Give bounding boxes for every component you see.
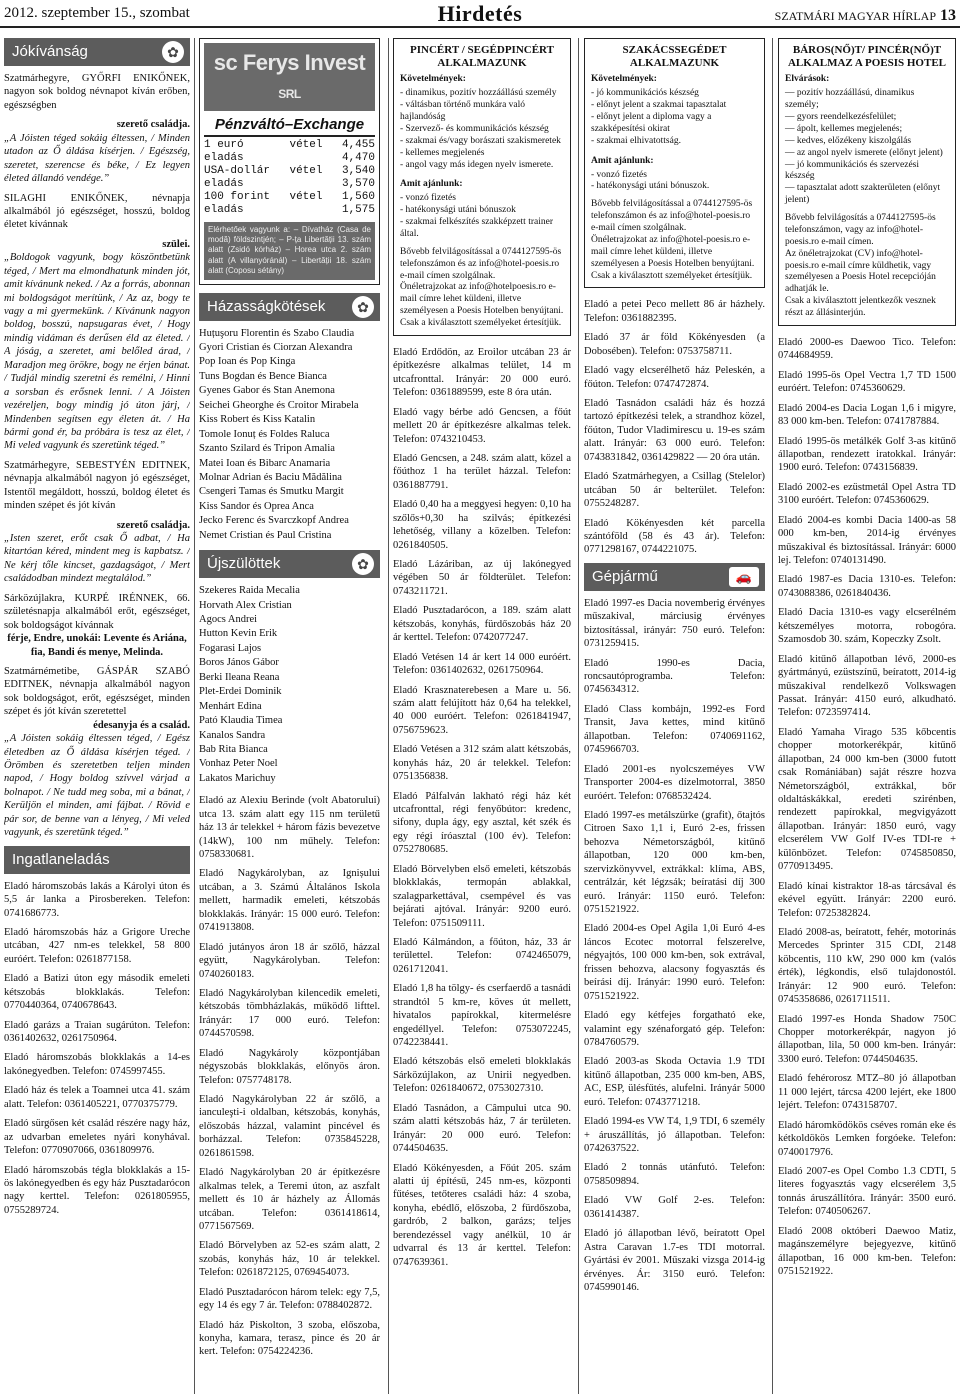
classified-ad: Eladó háromszobás lakás a Károlyi úton és 5,5 ár lanka a Pirosbereken. Telefon: 0741686773. <box>4 880 190 919</box>
classified-ad: Eladó garázs a Traian sugárúton. Telefon: 0361402632, 0261750964. <box>4 1019 190 1044</box>
classified-ad: Eladó 1995-ös metálkék Golf 3-as kitűnő állapotban, rendezett iratokkal. Irányár: 1900 euró. Telefon: 0743156839. <box>778 435 956 474</box>
rate-value: 1,560 <box>341 191 375 204</box>
rate-type <box>289 178 332 191</box>
greeting-text: Szatmárhegyre, SEBESTYÉN EDITNEK, névnapja alkalmából nagyon jó egészséget, Istentől megáldott, hosszú, boldog életet és minden szépet és jót kíván <box>4 459 190 512</box>
rate-value: 3,570 <box>341 178 375 191</box>
list-item: Molnar Adrian és Baciu Mădălina <box>199 471 342 483</box>
apply-info: Az önéletrajzokat (CV) info@hotel-poesis.ro e-mail címre küldhetik, vagy személyesen a Poesis Hotel recepcióján adhatják le. <box>785 248 936 295</box>
classified-ad: Eladó 2008-as, beíratott, fehér, motorinás Mercedes Sprinter 315 CDI, 2148 köbcentis, 110 kW, 290 000 km (valós érték), légkondis, első tulajdonostól. Irányár: 12 900 euró. Telefon: 0745358686, 0261711511. <box>778 926 956 1006</box>
rate-label: USA-dollár <box>204 164 271 177</box>
apply-info: Bővebb felvilágosítással a 0744127595-ös telefonszámon és az info@hotel-poesis.ro e-mail címen szolgálnak. <box>400 246 562 281</box>
vehicles-banner <box>584 563 765 591</box>
column-waiter-job <box>393 38 571 1394</box>
offer-item: - vonzó fizetés <box>400 193 456 204</box>
greetings-banner <box>4 38 190 66</box>
classified-ad: Eladó 37 ár föld Kökényesden (a Dobosében). Telefon: 0753758711. <box>584 332 765 357</box>
requirements-title: Követelmények: <box>400 74 466 85</box>
classified-ad: Eladó 1994-es VW T4, 1,9 TDI, 6 személy + áruszállítás, jó állapotban. Telefon: 0742637522. <box>584 1116 765 1154</box>
classified-ad: Eladó 2007-es Opel Combo 1.3 CDTI, 5 literes fogyasztás vagy elcserélem 3,5 tonnás áruszállítóra. Irányár: 3500 euró. Telefon: 0740506267. <box>778 1165 956 1218</box>
job-ad-box <box>778 38 956 326</box>
rate-label: 1 euró <box>204 138 244 151</box>
list-item: Agocs Andrei <box>199 614 258 626</box>
paper-title: SZATMÁRI MAGYAR HÍRLAP <box>774 9 936 23</box>
classified-ad: Eladó 2004-es Opel Agila 1,0i Euró 4-es láncos Ecotec motorral felszerelve, négyajtós, 100 000 km-ben, sok extrával, frissen behozva, alacsony fogyasztás és beírási díj. Irányár: 1990 euró. Telefon: 0751521922. <box>584 923 765 1002</box>
greeting-poem: „A Jóisten téged sokáig éltessen, / Minden utadon az Ő áldása kísérjen. / Egészség, szeretet, szerencse és béke, / Ez legyen életed állandó vendége.” <box>4 132 190 185</box>
list-item: Hutton Kevin Erik <box>199 628 278 640</box>
classified-ad: Eladó Vetésen a 312 szám alatt kétszobás, konyhás ház, 20 ár telekkel. Telefon: 0751356838. <box>393 744 571 783</box>
marriages-banner <box>199 293 380 321</box>
offer-title: Amit ajánlunk: <box>591 155 654 166</box>
classified-ad: Eladó Yamaha Virago 535 kőbcentis chopper motorkerékpár, kitűnő állapotban, 24 000 km-ben (3000 futott csak Romániában) saját részre hozva Németországból, extrákkal, bőr oldaltáskákkal, eredeti szirénben, rendezett papírokkal, megvigyázott állapotban. Irányár: 1850 euró, vagy elcserélem VW Golf IV-es TDI-re + különbözet. Telefon: 0745850850, 0770913495. <box>778 726 956 873</box>
list-item: Plet-Erdei Dominik <box>199 686 282 698</box>
list-item: Jecko Ferenc és Svarczkopf Andrea <box>199 515 349 527</box>
greeting-poem: „A Jóisten sokáig éltessen téged, / Egész életedben az Ő áldása kísérjen téged. / Örömben és szeretetben teljen minden napod, / Hogy boldog szívvel várjad a bolnapot. / Ne tudd meg soba, mi a bánat, / Kerüljön el minden, ami fájbat. / Rövid e pár sor, de benne van a lényeg, / Mi veled vagyunk, és szeretünk téged.” <box>4 733 190 839</box>
rate-row <box>204 191 375 204</box>
classified-ad: Eladó egy kétfejes forgatható eke, valamint egy szénaforgató gép. Telefon: 0784760579. <box>584 1010 765 1048</box>
classified-ad: Eladó jutányos áron 18 ár szőlő, házzal együtt, Nagykárolyban. Telefon: 0740260183. <box>199 941 380 980</box>
classified-ad: Eladó 2004-es Dacia Logan 1,6 i migyre, 83 000 km-ben. Telefon: 0741787884. <box>778 402 956 428</box>
list-item: Berki Ileana Reana <box>199 671 280 683</box>
apply-info: Önéletrajzokat az info@hotelpoesis.ro e-mail címre lehet küldeni, illetve személyesen a Poesis Hotelben benyújtani. <box>400 282 564 317</box>
list-item: Horvath Alex Cristian <box>199 599 292 611</box>
offer-title: Amit ajánlunk: <box>400 179 463 190</box>
requirement-item: - váltásban történő munkára való hajlandóság <box>400 100 526 122</box>
flower-icon: ✿ <box>352 296 374 318</box>
classified-ad: Eladó fehérorosz MTZ–80 jó állapotban 11 000 lejért, tárcsa 4200 lejért, eke 1800 lejért. Telefon: 0743158707. <box>778 1073 956 1112</box>
classified-ad: Eladó 1997-es Dacia novemberig érvényes műszakival, márciusig érvényes biztosítással, irányár: 750 euró. Telefon: 0731259415. <box>584 597 765 650</box>
classified-ad: Eladó a petei Peco mellett 86 ár házhely. Telefon: 0361882395. <box>584 299 765 324</box>
classified-ad: Eladó Börvelyben az 52-es szám alatt, 2 szobás, konyhás ház, 10 ár telekkel. Telefon: 0261872125, 0769454073. <box>199 1240 380 1279</box>
exchange-title: Pénzváltó–Exchange <box>204 115 375 136</box>
classified-ad: Eladó Nagykárolyban, az Ignișului utcában, a 3. Számú Általános Iskola mellett, harmadik emeleti, kétszobás blokklakás. Irányár: 15 000 euró. Telefon: 0741913808. <box>199 868 380 934</box>
rate-type <box>289 152 332 165</box>
classified-ad: Eladó Krasznaterebesen a Mare u. 56. szám alatt felújított ház 0,64 ha telekkel, 40 000 euróért. Telefon: 0261841947, 0756759623. <box>393 684 571 736</box>
list-item: Tuns Bogdan és Bence Bianca <box>199 370 327 382</box>
classified-ad: Eladó Erdődön, az Eroilor utcában 23 ár építkezésre alkalmas telület, 14 m utcafronttal. Irányár: 20 000 euró. Telefon: 0361889599, este 8 óra után. <box>393 346 571 399</box>
column-bartender-job <box>778 38 956 1394</box>
classified-ad: Eladó Börvelyben első emeleti, kétszobás blokklakás, termopán ablakkal, szalagparkettával, csempével és vas bejárati ajtóval. Irányár: 9200 euró. Telefon: 0751509111. <box>393 863 571 929</box>
classified-ad: Eladó kitűnő állapotban lévő, 2000-es gyártmányú, ezüstszínű, beíratott, 2014-ig műszakival rendelkező Volkswagen Passat. Irányár: 4150 euró, alkudható. Telefon: 0723597414. <box>778 653 956 719</box>
apply-info: Bővebb felvilágosítással a 0744127595-ös telefonszámon és az info@hotel-poesis.ro e-mail címen szolgálnak. <box>591 199 753 233</box>
classified-ad: Eladó kétszobás első emeleti blokklakás Sárközújlakon, az Unirii negyedben. Telefon: 0261840672, 0753027310. <box>393 1056 571 1095</box>
classified-ad: Eladó az Alexiu Berinde (volt Abatorului) utca 13. szám alatt egy 115 nm területű ház 13 ár telekkel + három fázis bevezetve (14kW), 100 nm műhely. Telefon: 0758330681. <box>199 795 380 861</box>
list-item: Csengeri Tamas és Smutku Margit <box>199 486 344 498</box>
classified-ad: Eladó VW Golf 2-es. Telefon: 0361414387. <box>584 1195 765 1220</box>
classified-ad: Eladó Nagykároly központjában négyszobás blokklakás, előnyös áron. Telefon: 0757748178. <box>199 1047 380 1086</box>
list-item: Menhárt Edina <box>199 700 262 712</box>
greeting-signature: szerető családja. <box>116 119 190 131</box>
list-item: Szanto Szilard és Tripon Amalia <box>199 443 335 455</box>
greeting-text: Szatmárnémetibe, GÁSPÁR SZABÓ EDITNEK, névnapja alkalmából nagyon sok boldogságot, erőt, egészséget, minden szépet és jót kíván szeretettel <box>4 665 190 718</box>
classified-ad: Eladó Nagykárolyban kilencedik emeleti, kétszobás tömbházlakás, működő lifttel. Irányár: 17 000 euró. Telefon: 0744570598. <box>199 987 380 1040</box>
rate-row <box>204 178 375 191</box>
classified-ad: Eladó Gencsen, a 248. szám alatt, közel a főúthoz 1 ha terület házzal. Telefon: 0361887791. <box>393 452 571 491</box>
requirement-item: — tapasztalat adott szakterületen (előnyt jelent) <box>785 183 941 206</box>
classified-ad: Eladó ház Piskolton, 3 szoba, előszoba, konyha, kamara, terasz, pince és 20 ár kert. Telefon: 0754224236. <box>199 1319 380 1358</box>
classified-ad: Eladó Vetésen 14 ár kert 14 000 euróért. Telefon: 0361402632, 0261750964. <box>393 651 571 677</box>
list-item: Fogarasi Lajos <box>199 642 262 654</box>
requirement-item: - előnyt jelent a diploma vagy a szakképesítési okirat <box>591 112 712 134</box>
requirement-item: - jó kommunikációs készség <box>591 88 699 99</box>
requirement-item: - angol vagy más idegen nyelv ismerete. <box>400 159 554 170</box>
requirements-title: Követelmények: <box>591 74 657 85</box>
job-ad-box <box>393 38 571 336</box>
company-logo <box>204 43 375 111</box>
classified-ad: Eladó Class kombájn, 1992-es Ford Transit, Java kettes, mind kitűnő állapotban. Telefon: 0740691162, 0745966703. <box>584 703 765 756</box>
classified-ad: Eladó 2003-as Skoda Octavia 1.9 TDI kitűnő állapotban, 235 000 km-ben, ABS, AC, ESP, ülésfűtés, alufelni. Irányár 5000 euró. Telefon: 0743771218. <box>584 1056 765 1108</box>
classified-ad: Eladó 2000-es Daewoo Tico. Telefon: 0744684959. <box>778 336 956 362</box>
greeting-text: SILAGHI ENIKŐNEK, névnapja alkalmából jó egészséget, hosszú, boldog életet kívánnak <box>4 192 190 231</box>
greeting-signature: férje, Endre, unokái: Levente és Ariána, fia, Bandi és menye, Melinda. <box>7 633 187 658</box>
list-item: Pató Klaudia Timea <box>199 715 283 727</box>
requirement-item: - kellemes megjelenés <box>400 147 485 158</box>
column-divider <box>772 38 773 1394</box>
rate-label: eladás <box>204 204 244 217</box>
flower-icon: ✿ <box>162 41 184 63</box>
exchange-rates-table <box>204 139 375 218</box>
logo-suffix: SRL <box>278 87 301 102</box>
rate-type: vétel <box>289 191 323 204</box>
rate-row <box>204 204 375 217</box>
requirement-item: — ápolt, kellemes megjelenés; <box>785 123 903 134</box>
exchange-ad <box>199 38 380 285</box>
rate-label: eladás <box>204 151 244 164</box>
list-item: Pop Ioan és Pop Kinga <box>199 356 296 368</box>
greeting-poem: „Boldogok vagyunk, bogy köszöntbetünk téged, / Mert ma elmondhatunk minden jót, amit kívánunk neked. / Az a forrás, abonnan mi boldogságot merítünk, / Az az, bogy te vagy a mi gyermekünk. / Kívánunk nagyon boldog, bosszú, napsugaras évet, / Hogy mindig vidáman és derűsen éld az életed. / A jóság, a szeretet, ami belőled árad, / Maradjon meg örökre, bogy ne érjen bánat. / Tudjál mindig szeretni és remélni, / Hinni a sorsban és erősnek lenni. / A Jóisten vezéreljen, bogy mindig jó úton járj, / Mindenben segítsen egy életen át. / Ha bármi gond ér, ba próbára is tesz az élet, / Mi veled vagyunk és szeretünk téged.” <box>4 252 190 452</box>
greeting-signature: édesanyja és a család. <box>93 719 190 731</box>
column-greetings <box>4 38 190 1394</box>
marriages-list <box>199 327 380 543</box>
requirement-item: - dinamikus, pozitív hozzáállású személy <box>400 88 557 99</box>
requirement-item: - szakmai elhivatottság. <box>591 135 681 146</box>
classified-ad: Eladó 2 tonnás utánfutó. Telefon: 0758509894. <box>584 1162 765 1187</box>
banner-label: Újszülöttek <box>207 555 281 573</box>
list-item: Nemet Cristian és Paul Cristina <box>199 529 332 541</box>
classified-ad: Eladó Kálmándon, a főúton, ház, 33 ár területtel. Telefon: 0742465079, 0261712041. <box>393 936 571 975</box>
classified-ad: Eladó ház és telek a Toamnei utca 41. szám alatt. Telefon: 0361405221, 0770375779. <box>4 1085 190 1110</box>
job-title: SZAKÁCSSEGÉDET ALKALMAZUNK <box>622 44 727 70</box>
classified-ad: Eladó 2001-es nyolcszeméyes VW Transporter 2004-es dízelmotorral, 3850 euróért. Telefon: 0768532424. <box>584 763 765 802</box>
classified-ad: Eladó Pálfalván lakható régi ház két utcafronttal, régi fenyőbútor: kredenc, sifony, dupla ágy, egy asztal, két szék és egy régi íróasztal (100 év). Telefon: 0752780685. <box>393 790 571 856</box>
greeting-signature: szerető családja. <box>116 519 190 531</box>
requirement-item: — az angol nyelv ismerete (előnyt jelent) <box>785 147 943 158</box>
classified-ad: Eladó Nagykárolyban 20 ár építkezésre alkalmas telek, a Teremi úton, az aszfalt mellett és 10 ár házhely az Állomás utcában. Telefon: 0361418614, 0771567569. <box>199 1167 380 1232</box>
requirement-item: — gyors reendelkezésfelület; <box>785 112 897 122</box>
list-item: Kiss Robert és Kiss Katalin <box>199 414 316 426</box>
rate-row <box>204 152 375 165</box>
page-number: 13 <box>940 7 956 24</box>
list-item: Vonhaz Peter Noel <box>199 758 278 770</box>
apply-info: Csak a kiválasztott jelentkezők vesznek részt az állásinterjún. <box>785 296 936 318</box>
classified-ad: Eladó 1990-es Dacia, roncsautóprogramba. Telefon: 0745634312. <box>584 657 765 696</box>
classified-ad: Eladó sürgősen két család részére nagy ház, az udvarban emeletes nyári konyhával. Telefon: 0770907066, 0361809976. <box>4 1118 190 1157</box>
greeting-poem: „Isten szeret, erőt csak Ő adbat, / Ha kitartóan kéred, mindent meg is kapbatsz. / Ne kérj tőle kincset, gazdagságot, / Mert családodban mindezt megtalálod.” <box>4 533 190 585</box>
rate-label: eladás <box>204 178 244 191</box>
classified-ad: Eladó Dacia 1310-es vagy elcserélném kétszemélyes motorra, robogóra. Szamosdob 30. szám, Kopeczky Zsolt. <box>778 607 956 646</box>
job-title: PINCÉRT / SEGÉDPINCÉRT ALKALMAZUNK <box>410 44 554 70</box>
paper-name <box>775 6 956 26</box>
classified-ad: Eladó a Batizi úton egy második emeleti kétszobás blokklakás. Telefon: 0770440364, 0740678643. <box>4 973 190 1012</box>
rate-type: vétel <box>289 164 323 177</box>
classified-ad: Eladó Pusztadarócon három telek: egy 7,5, egy 14 és egy 7 ár. Telefon: 0788402872. <box>199 1286 380 1312</box>
list-item: Seichei Gheorghe és Croitor Mirabela <box>199 399 359 411</box>
page-header <box>0 0 960 28</box>
classified-ad: Eladó 1997-es Honda Shadow 750C Chopper motorkerékpár, nagyon jó állapotban, lila, 50 000 km-ben. Irányár: 3300 euró. Telefon: 0744504635. <box>778 1013 956 1065</box>
section-title: Hirdetés <box>437 1 523 26</box>
real-estate-banner <box>4 846 190 874</box>
column-divider <box>388 38 389 1394</box>
offer-item: - vonzó fizetés <box>591 169 647 180</box>
column-divider <box>578 38 579 1394</box>
job-ad-box <box>584 38 765 288</box>
rate-type <box>289 204 332 217</box>
classified-ad: Eladó 2008 októberi Daewoo Matiz, magánszemélyre bejegyezve, kitűnő állapotban, 16 000 km-ben. Telefon: 0751521922. <box>778 1225 956 1277</box>
column-divider <box>194 38 195 1394</box>
classified-ad: Eladó Szatmárhegyen, a Csillag (Stelelor) utcában 50 ár belterület. Telefon: 0755248287. <box>584 471 765 510</box>
list-item: Tomole Ionuț és Foldes Raluca <box>199 428 330 440</box>
offer-item: - hatékonysági utáni bónuszok <box>400 205 516 216</box>
greeting-text: Szatmárhegyre, GYŐRFI ENIKŐNEK, nagyon sok boldog névnapot kíván erőben, egészségben <box>4 73 190 111</box>
flower-icon: ✿ <box>352 553 374 575</box>
classified-ad: Eladó 1987-es Dacia 1310-es. Telefon: 0743088386, 0261840436. <box>778 574 956 599</box>
classified-ad: Eladó 1,8 ha tölgy- és cserfaerdő a tasnádi strandtól 5 km-re, köves út mellett, hivatalos papírokkal, kitermelésre engedéllyel. Telefon: 0753072245, 0742238441. <box>393 983 571 1048</box>
classified-ad: Eladó kínai kistraktor 18-as tárcsával és ekével együtt. Irányár: 2200 euró. Telefon: 0725382824. <box>778 880 956 919</box>
classified-ad: Eladó Lázáriban, az új lakónegyed végében 50 ár földterület. Telefon: 0743211721. <box>393 559 571 597</box>
classified-ad: Eladó háromszobás ház a Grigore Ureche utcában, 427 nm-es telekkel, 58 800 euróért. Telefon: 0261877158. <box>4 926 190 965</box>
classified-ad: Eladó Kökényesden, a Főút 205. szám alatti új építésű, 245 nm-es, központi fűtéses, tetőteres családi ház: 4 szoba, konyha, ebédlő, előszoba, 2 fürdőszoba, gardrób, 2 balkon, garázs; teljes berendezéssel vagy anélkül, 10 ár udvarral és 13 ár kerttel. Telefon: 0747639361. <box>393 1162 571 1268</box>
list-item: Lakatos Marichuy <box>199 772 276 784</box>
list-item: Szekeres Raida Mecalia <box>199 585 300 597</box>
classified-ad: Eladó Pusztadarócon, a 189. szám alatt kétszobás, konyhás, fürdőszobás ház 20 ár kerttel. Telefon: 0742077247. <box>393 605 571 644</box>
classified-ad: Eladó 1995-ös Opel Vectra 1,7 TD 1500 euróért. Telefon: 0745360629. <box>778 369 956 395</box>
classified-ad: Eladó 2004-es kombi Dacia 1400-as 58 000 km-ben, 2014-ig érvényes műszakival és biztosítással. Irányár: 6000 lej. Telefon: 0740131490. <box>778 514 956 566</box>
requirements-title: Elvárások: <box>785 74 830 85</box>
apply-info: Bővebb felvilágosítás a 0744127595-ös telefonszámon, vagy az info@hotel-poesis.ro e-mail címen. <box>785 213 936 247</box>
rate-value: 1,575 <box>341 204 375 217</box>
list-item: Kanalos Sandra <box>199 729 266 741</box>
greeting-signature: szülei. <box>162 238 190 250</box>
offer-item: - szakmai felkészítés szakképzett trainer által. <box>400 217 553 239</box>
classified-ad: Eladó Nagykárolyban 22 ár szőlő, a ianculeşti-i oldalban, kétszobás, konyhás, előszobás házzal, valamint pincével és borházzal. Telefon: 0735845228, 0261861598. <box>199 1094 380 1159</box>
list-item: Gyenes Gabor és Stan Anemona <box>199 385 335 397</box>
banner-label: Ingatlaneladás <box>12 850 110 868</box>
job-title: BÁROS(NŐ)T/ PINCÉR(NŐ)T ALKALMAZ A POESIS HOTEL <box>787 44 946 70</box>
requirement-item: — jó kommunikációs és szervezési készség <box>785 159 920 182</box>
list-item: Bab Rita Bianca <box>199 743 268 755</box>
classified-ad: Eladó háromszobás blokklakás a 14-es lakónegyedben. Telefon: 0745997455. <box>4 1052 190 1077</box>
column-exchange-registry <box>199 38 380 1394</box>
classified-ad: Eladó Tasnádon családi ház és hozzá tartozó építkezési telek, a strandhoz közel, főúton, Tudor Vladimirescu u. 19-es szám alatt. Irányár: 63 000 euró. Telefon: 0743831842, 0361429822 — 20 óra után. <box>584 398 765 463</box>
list-item: Gyori Cristian és Ciorzan Alexandra <box>199 342 353 354</box>
offer-item: - hatékonysági utáni bónuszok. <box>591 181 710 192</box>
classified-ad: Eladó háromszobás tégla blokklakás a 15-ös lakónegyedben és egy ház Pusztadarócon nagy kerttel. Telefon: 0261805955, 0755289724. <box>4 1164 190 1216</box>
classified-ad: Eladó 1997-es metálszürke (grafit), őtajtós Citroen Saxo 1,1 i, Euró 2-es, frissen behozva Németországból, kitűnő állapotban, 120 000 km-ben, szervizkönyvvel, extrákkal: klíma, ABS, centrálzár, két légzsák; beíratási díj 300 euró. Irányár: 1150 euró. Telefon: 0751521922. <box>584 809 765 915</box>
classified-ad: Eladó háromködökös cséves román eke és kétkoldökös Lemken forgóeke. Telefon: 0740017976. <box>778 1119 956 1158</box>
requirement-item: — kedves, előzékeny kiszolgálás <box>785 135 912 146</box>
banner-label: Gépjármű <box>592 567 658 585</box>
rate-value: 3,540 <box>341 164 375 177</box>
column-cook-job <box>584 38 765 1394</box>
list-item: Boros János Gábor <box>199 657 279 669</box>
list-item: Matei Ioan és Bibarc Anamaria <box>199 457 331 469</box>
banner-label: Házasságkötések <box>207 297 326 315</box>
rate-value: 4,470 <box>341 151 375 164</box>
rate-row <box>204 139 375 152</box>
classified-ad: Eladó Tasnádon, a Câmpului utca 90. szám alatti kétszobás ház, 7 ár területen. Irányár: 20 000 euró. Telefon: 0744504635. <box>393 1102 571 1155</box>
rate-value: 4,455 <box>341 138 375 151</box>
rate-type: vétel <box>289 138 323 151</box>
classified-ad: Eladó jó állapotban lévő, beíratott Opel Astra Caravan 1.7-es TDI motorral. Gyártási év 2001. Műszaki vizsga 2014-ig érvényes. Ár: 3150 euró. Telefon: 0745990146. <box>584 1228 765 1293</box>
list-item: Huțuşoru Florentin és Szabo Claudia <box>199 327 355 339</box>
logo-text: sc Ferys Invest <box>213 50 366 75</box>
banner-label: Jókívánság <box>12 43 88 60</box>
requirement-item: - előnyt jelent a szakmai tapasztalat <box>591 100 727 111</box>
requirement-item: - szakmai és/vagy borászati szakismeretek <box>400 135 561 146</box>
list-item: Kiss Sandor és Oprea Anca <box>199 500 314 512</box>
apply-info: Csak a kiválasztott személyeket értesítjük. <box>591 270 753 281</box>
apply-info: Önéletrajzokat az info@hotel-poesis.ro e-mail címre lehet küldeni, illetve személyesen a Poesis Hotelben benyújtani. <box>591 234 755 269</box>
rate-row <box>204 165 375 178</box>
births-banner <box>199 550 380 578</box>
apply-info: Csak a kiválasztott személyeket értesítjük. <box>400 318 562 328</box>
exchange-locations: Elérhetőek vagyunk a: – Dívatház (Casa de modă) földszintjén; – P-ța Libertății 13. szám alatt (Zsidó kórház) – Horea utca 2. szám alatt (A villanyóránál) – Libertății 18. szám alatt (Coposu sétány) <box>204 222 375 280</box>
classified-ad: Eladó Kökényesden két parcella szántóföld (58 és 43 ár). Telefon: 0771298167, 0744221075. <box>584 517 765 556</box>
issue-date: 2012. szeptember 15., szombat <box>4 5 190 21</box>
greeting-text: Sárközújlakra, KURPÉ IRÉNNEK, 66. születésnapja alkalmából erőt, egészséget, sok boldogságot kívánnak <box>4 592 190 631</box>
requirement-item: — pozitív hozzáállású, dinamikus személy; <box>785 88 915 111</box>
car-icon: 🚗 <box>729 567 759 587</box>
rate-label: 100 forint <box>204 191 271 204</box>
classified-ad: Eladó vagy bérbe adó Gencsen, a főút mellett 20 ár építkezésre alkalmas telek. Telefon: 0743210453. <box>393 406 571 445</box>
classified-ad: Eladó 0,40 ha a meggyesi hegyen: 0,10 ha szőlős+0,30 ha szilvás; építkezési lehetőség, villany a közelben. Telefon: 0261840505. <box>393 499 571 551</box>
classified-ad: Eladó 2002-es ezüstmetál Opel Astra TD 3100 euróért. Telefon: 0745360629. <box>778 481 956 507</box>
births-list <box>199 584 380 785</box>
requirement-item: - Szervező- és kommunikációs készség <box>400 123 549 134</box>
classified-ad: Eladó vagy elcserélhető ház Peleskén, a főúton. Telefon: 0747472874. <box>584 365 765 390</box>
